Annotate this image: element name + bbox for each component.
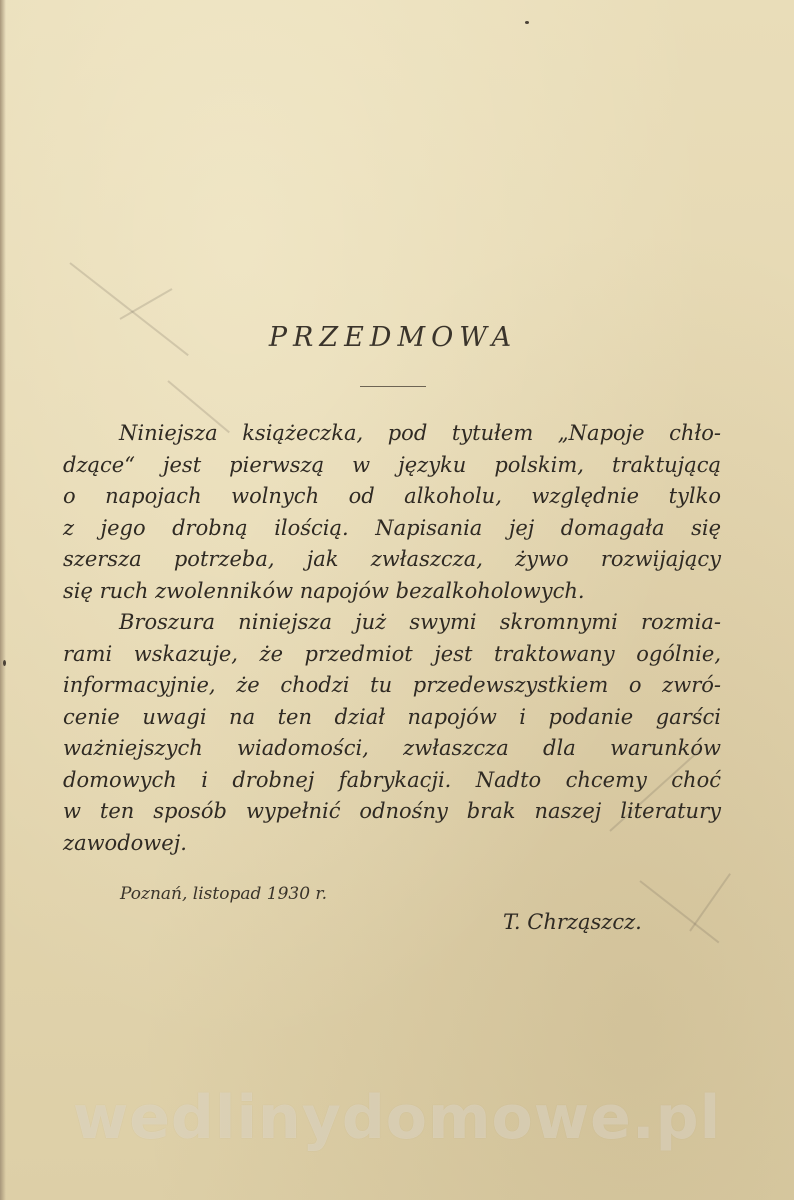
paper-speck [3,660,6,666]
text-line: Niniejsza książeczka, pod tytułem „Napoje chło- [119,421,721,445]
text-line: ważniejszych wiadomości, zwłaszcza dla warunków [63,736,721,760]
paragraph [63,607,721,859]
text-line: w ten sposób wypełnić odnośny brak naszej literatury [63,799,721,823]
text-line: informacyjnie, że chodzi tu przedewszystkiem o zwró- [63,673,721,697]
text-line: zawodowej. [63,830,187,855]
paragraph [63,418,721,607]
page-edge-shadow [0,0,6,1200]
preface-text [63,418,721,859]
paper-speck [525,21,529,24]
text-line: Broszura niniejsza już swymi skromnymi rozmia- [119,610,721,634]
text-line: domowych i drobnej fabrykacji. Nadto chcemy choć [63,767,721,792]
place-and-date: Poznań, listopad 1930 r. [120,884,328,904]
title-divider [360,386,426,387]
page-title: PRZEDMOWA [268,322,518,353]
stamp-stroke [689,873,731,931]
author-signature: T. Chrząszcz. [503,910,642,934]
stamp-stroke [120,288,173,320]
text-line: dzące“ jest pierwszą w języku polskim, traktującą [63,452,721,477]
text-line: rami wskazuje, że przedmiot jest traktowany ogólnie, [63,641,721,666]
text-line: szersza potrzeba, jak zwłaszcza, żywo rozwijający [63,547,721,571]
stamp-stroke [639,880,719,943]
text-line: z jego drobną ilością. Napisania jej domagała się [63,515,721,540]
text-line: o napojach wolnych od alkoholu, względnie tylko [63,484,721,508]
text-line: cenie uwagi na ten dział napojów i podanie garści [63,704,721,729]
watermark: wedlinydomowe.pl [72,1083,722,1153]
text-line: się ruch zwolenników napojów bezalkoholowych. [63,578,585,603]
